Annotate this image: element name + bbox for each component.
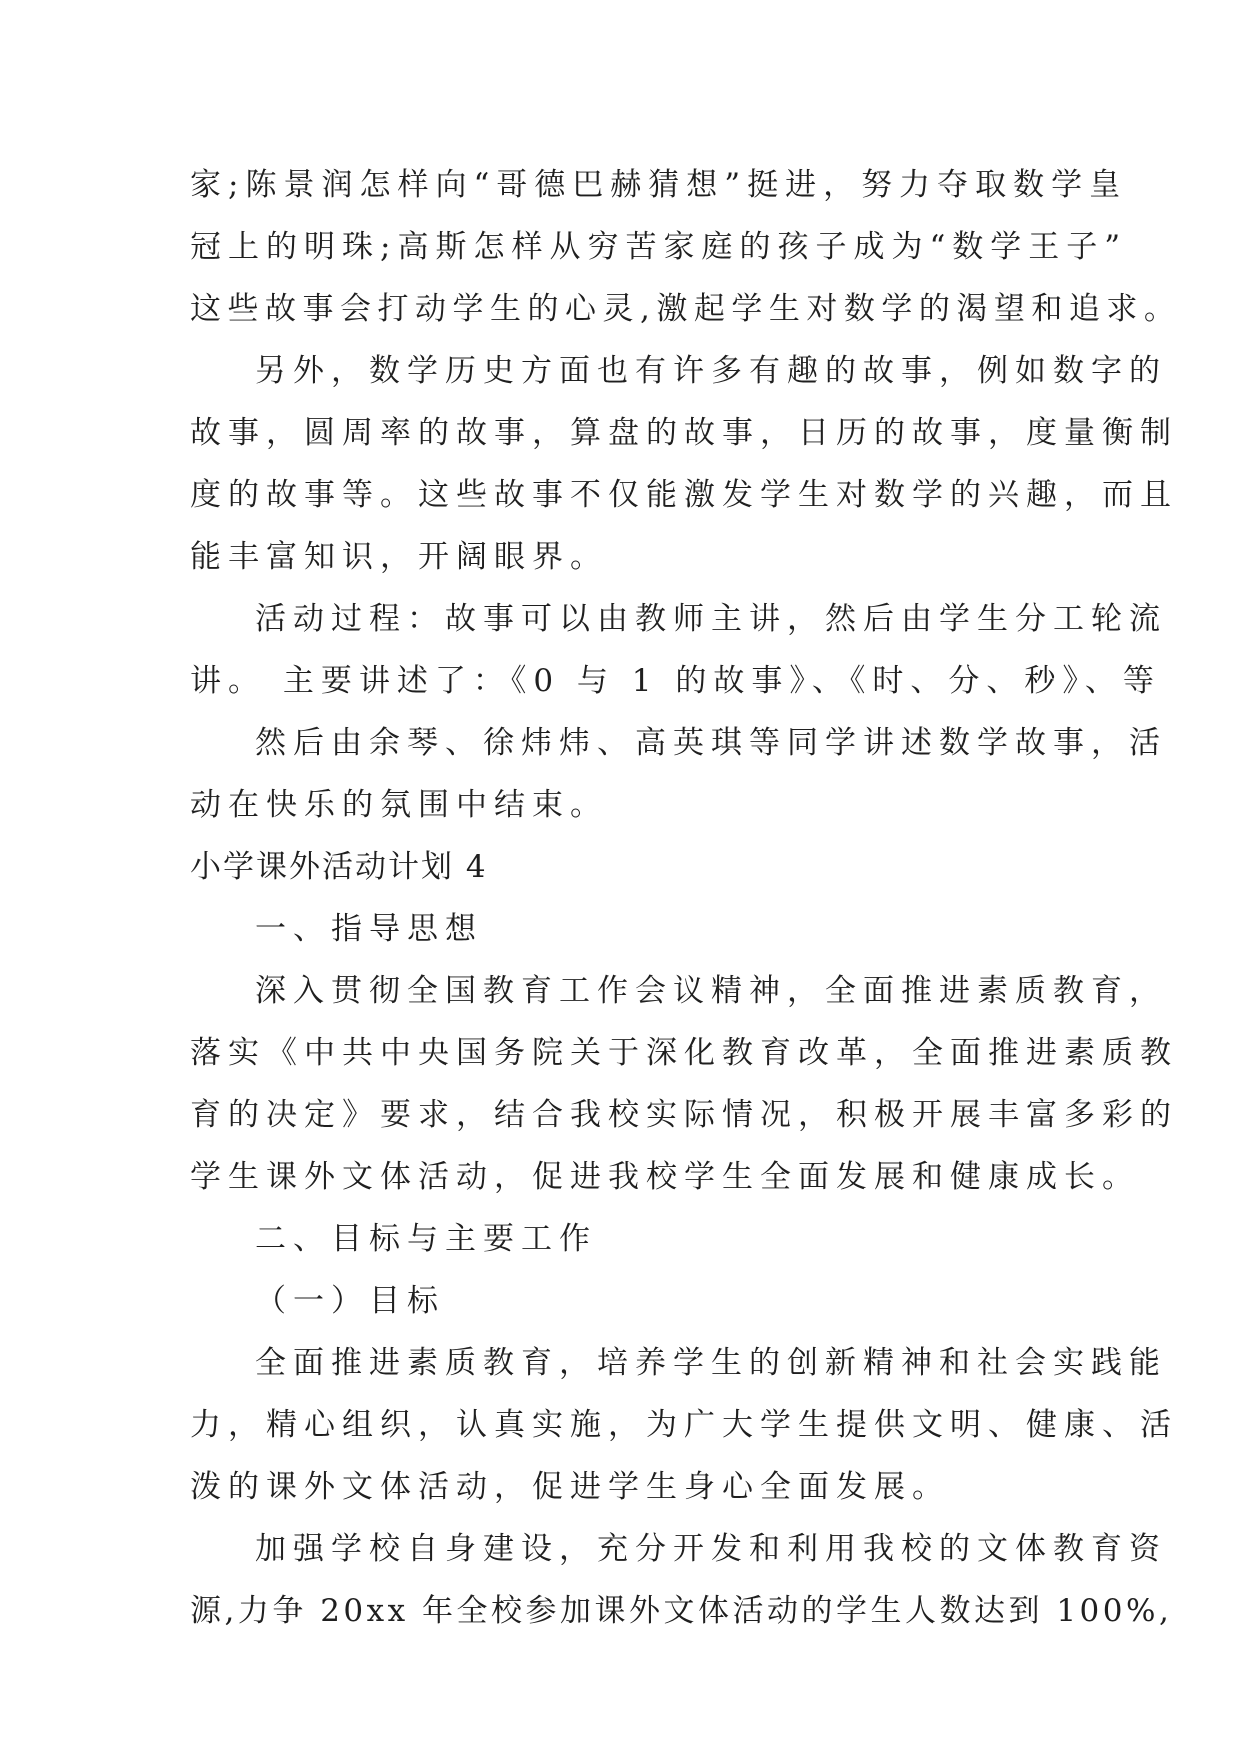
text-line: 度的故事等。这些故事不仅能激发学生对数学的兴趣，而且: [190, 477, 1178, 513]
section-title: 小学课外活动计划 4: [190, 849, 488, 885]
paragraph-start-line: 活动过程：故事可以由教师主讲，然后由学生分工轮流: [255, 601, 1167, 637]
paragraph-start-line: 全面推进素质教育，培养学生的创新精神和社会实践能: [255, 1345, 1167, 1381]
text-line: 这些故事会打动学生的心灵,激起学生对数学的渴望和追求。: [190, 291, 1182, 327]
subsection-heading: （一）目标: [255, 1283, 445, 1319]
paragraph-start-line: 然后由余琴、徐炜炜、高英琪等同学讲述数学故事，活: [255, 725, 1167, 761]
text-line: 讲。 主要讲述了：《0 与 1 的故事》、《时、分、秒》、等: [190, 663, 1161, 699]
text-line: 落实《中共中央国务院关于深化教育改革，全面推进素质教: [190, 1035, 1178, 1071]
text-line: 力，精心组织，认真实施，为广大学生提供文明、健康、活: [190, 1407, 1178, 1443]
text-line: 能丰富知识，开阔眼界。: [190, 539, 608, 575]
paragraph-start-line: 另外，数学历史方面也有许多有趣的故事，例如数字的: [255, 353, 1167, 389]
text-line: 育的决定》要求，结合我校实际情况，积极开展丰富多彩的: [190, 1097, 1178, 1133]
paragraph-start-line: 深入贯彻全国教育工作会议精神，全面推进素质教育，: [255, 973, 1167, 1009]
section-heading: 一、指导思想: [255, 911, 483, 947]
section-heading: 二、目标与主要工作: [255, 1221, 597, 1257]
text-line: 源,力争 20xx 年全校参加课外文体活动的学生人数达到 100%,: [190, 1593, 1173, 1629]
text-line: 冠上的明珠;高斯怎样从穷苦家庭的孩子成为“数学王子”: [190, 229, 1128, 265]
text-line: 动在快乐的氛围中结束。: [190, 787, 608, 823]
paragraph-start-line: 加强学校自身建设，充分开发和利用我校的文体教育资: [255, 1531, 1167, 1567]
text-line: 家;陈景润怎样向“哥德巴赫猜想”挺进，努力夺取数学皇: [190, 167, 1128, 203]
text-line: 故事，圆周率的故事，算盘的故事，日历的故事，度量衡制: [190, 415, 1178, 451]
text-line: 学生课外文体活动，促进我校学生全面发展和健康成长。: [190, 1159, 1140, 1195]
text-line: 泼的课外文体活动，促进学生身心全面发展。: [190, 1469, 950, 1505]
